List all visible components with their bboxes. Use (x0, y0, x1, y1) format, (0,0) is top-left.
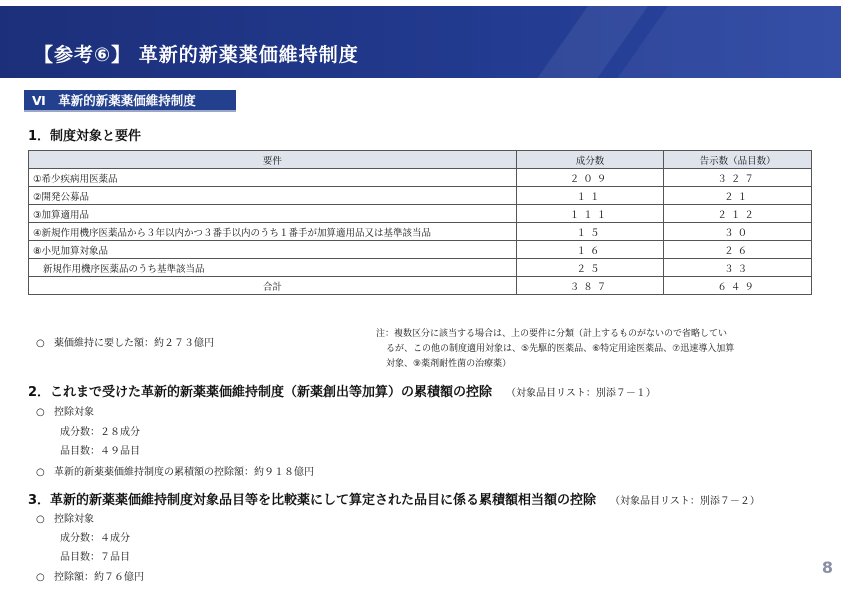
footnote-line: るが、この他の制度適用対象は、⑤先駆的医薬品、⑥特定用途医薬品、⑦迅速導入加算 (386, 344, 735, 354)
total-items: ６４９ (664, 277, 812, 295)
total-components: ３８７ (516, 277, 664, 295)
table-row (29, 241, 812, 259)
items-cell: ３０ (664, 223, 812, 241)
table-row (29, 223, 812, 241)
maintenance-amount: 薬価維持に要した額：約２７３億円 (54, 338, 214, 349)
part1-heading: 1．制度対象と要件 (28, 129, 142, 144)
bullet-icon: ○ (36, 572, 45, 583)
requirement-cell: ③加算適用品 (29, 205, 517, 223)
part2-list-reference: （対象品目リスト：別添７－１） (506, 388, 656, 399)
bullet-icon: ○ (36, 407, 45, 418)
components-cell: １６ (516, 241, 664, 259)
components-cell: ２５ (516, 259, 664, 277)
part2-deduction-amount: 革新的新薬薬価維持制度の累積額の控除額：約９１８億円 (54, 467, 314, 478)
part2-heading-text: 2．これまで受けた革新的新薬薬価維持制度（新薬創出等加算）の累積額の控除 (28, 385, 493, 400)
page-title: 【参考⑥】 革新的新薬薬価維持制度 (34, 44, 359, 66)
table-row (29, 259, 812, 277)
part3-deduction-amount: 控除額：約７６億円 (54, 572, 144, 583)
part2-deduction (36, 463, 314, 478)
items-cell: ３３ (664, 259, 812, 277)
requirement-cell: ⑧小児加算対象品 (29, 241, 517, 259)
components-cell: １５ (516, 223, 664, 241)
part3-heading-text: 3．革新的新薬薬価維持制度対象品目等を比較薬にして算定された品目に係る累積額相当額の控除 (28, 493, 597, 508)
table-total-row (29, 277, 812, 295)
items-cell: ３２７ (664, 169, 812, 187)
footnote-line: 対象、⑨薬剤耐性菌の治療薬） (386, 359, 512, 369)
requirement-cell: 新規作用機序医薬品のうち基準該当品 (29, 259, 517, 277)
bullet-icon: ○ (36, 514, 45, 525)
part2-target (36, 403, 94, 418)
header-banner (0, 6, 841, 78)
part3-items: 品目数：７品目 (60, 552, 130, 563)
part3-target (36, 510, 94, 525)
table-row (29, 169, 812, 187)
components-cell: ２０９ (516, 169, 664, 187)
part2-items: 品目数：４９品目 (60, 446, 140, 457)
requirement-cell: ④新規作用機序医薬品から３年以内かつ３番手以内のうち１番手が加算適用品又は基準該当品 (29, 223, 517, 241)
section-badge: Ⅵ 革新的新薬薬価維持制度 (24, 90, 236, 112)
bullet-icon: ○ (36, 467, 45, 478)
components-cell: １１ (516, 187, 664, 205)
footnote-line: 注：複数区分に該当する場合は、上の要件に分類（計上するものがないので省略してい (376, 329, 728, 339)
footnote (376, 327, 816, 372)
items-cell: ２１ (664, 187, 812, 205)
part3-components: 成分数：４成分 (60, 533, 130, 544)
total-label: 合計 (29, 277, 517, 295)
components-cell: １１１ (516, 205, 664, 223)
requirement-cell: ①希少疾病用医薬品 (29, 169, 517, 187)
part2-components: 成分数：２８成分 (60, 427, 140, 438)
items-cell: ２１２ (664, 205, 812, 223)
part3-list-reference: （対象品目リスト：別添７－２） (610, 496, 760, 507)
part2-heading (28, 381, 656, 400)
part3-target-label: 控除対象 (54, 514, 94, 525)
part3-deduction (36, 568, 144, 583)
page-number: 8 (821, 558, 833, 577)
column-header: 成分数 (516, 151, 664, 169)
requirement-cell: ②開発公募品 (29, 187, 517, 205)
table-row (29, 205, 812, 223)
amount-line (36, 334, 214, 349)
table-header-row (29, 151, 812, 169)
requirements-table (28, 150, 812, 295)
table-row (29, 187, 812, 205)
part3-heading (28, 489, 760, 508)
column-header: 要件 (29, 151, 517, 169)
items-cell: ２６ (664, 241, 812, 259)
column-header: 告示数（品目数） (664, 151, 812, 169)
part2-target-label: 控除対象 (54, 407, 94, 418)
bullet-icon: ○ (36, 338, 45, 349)
